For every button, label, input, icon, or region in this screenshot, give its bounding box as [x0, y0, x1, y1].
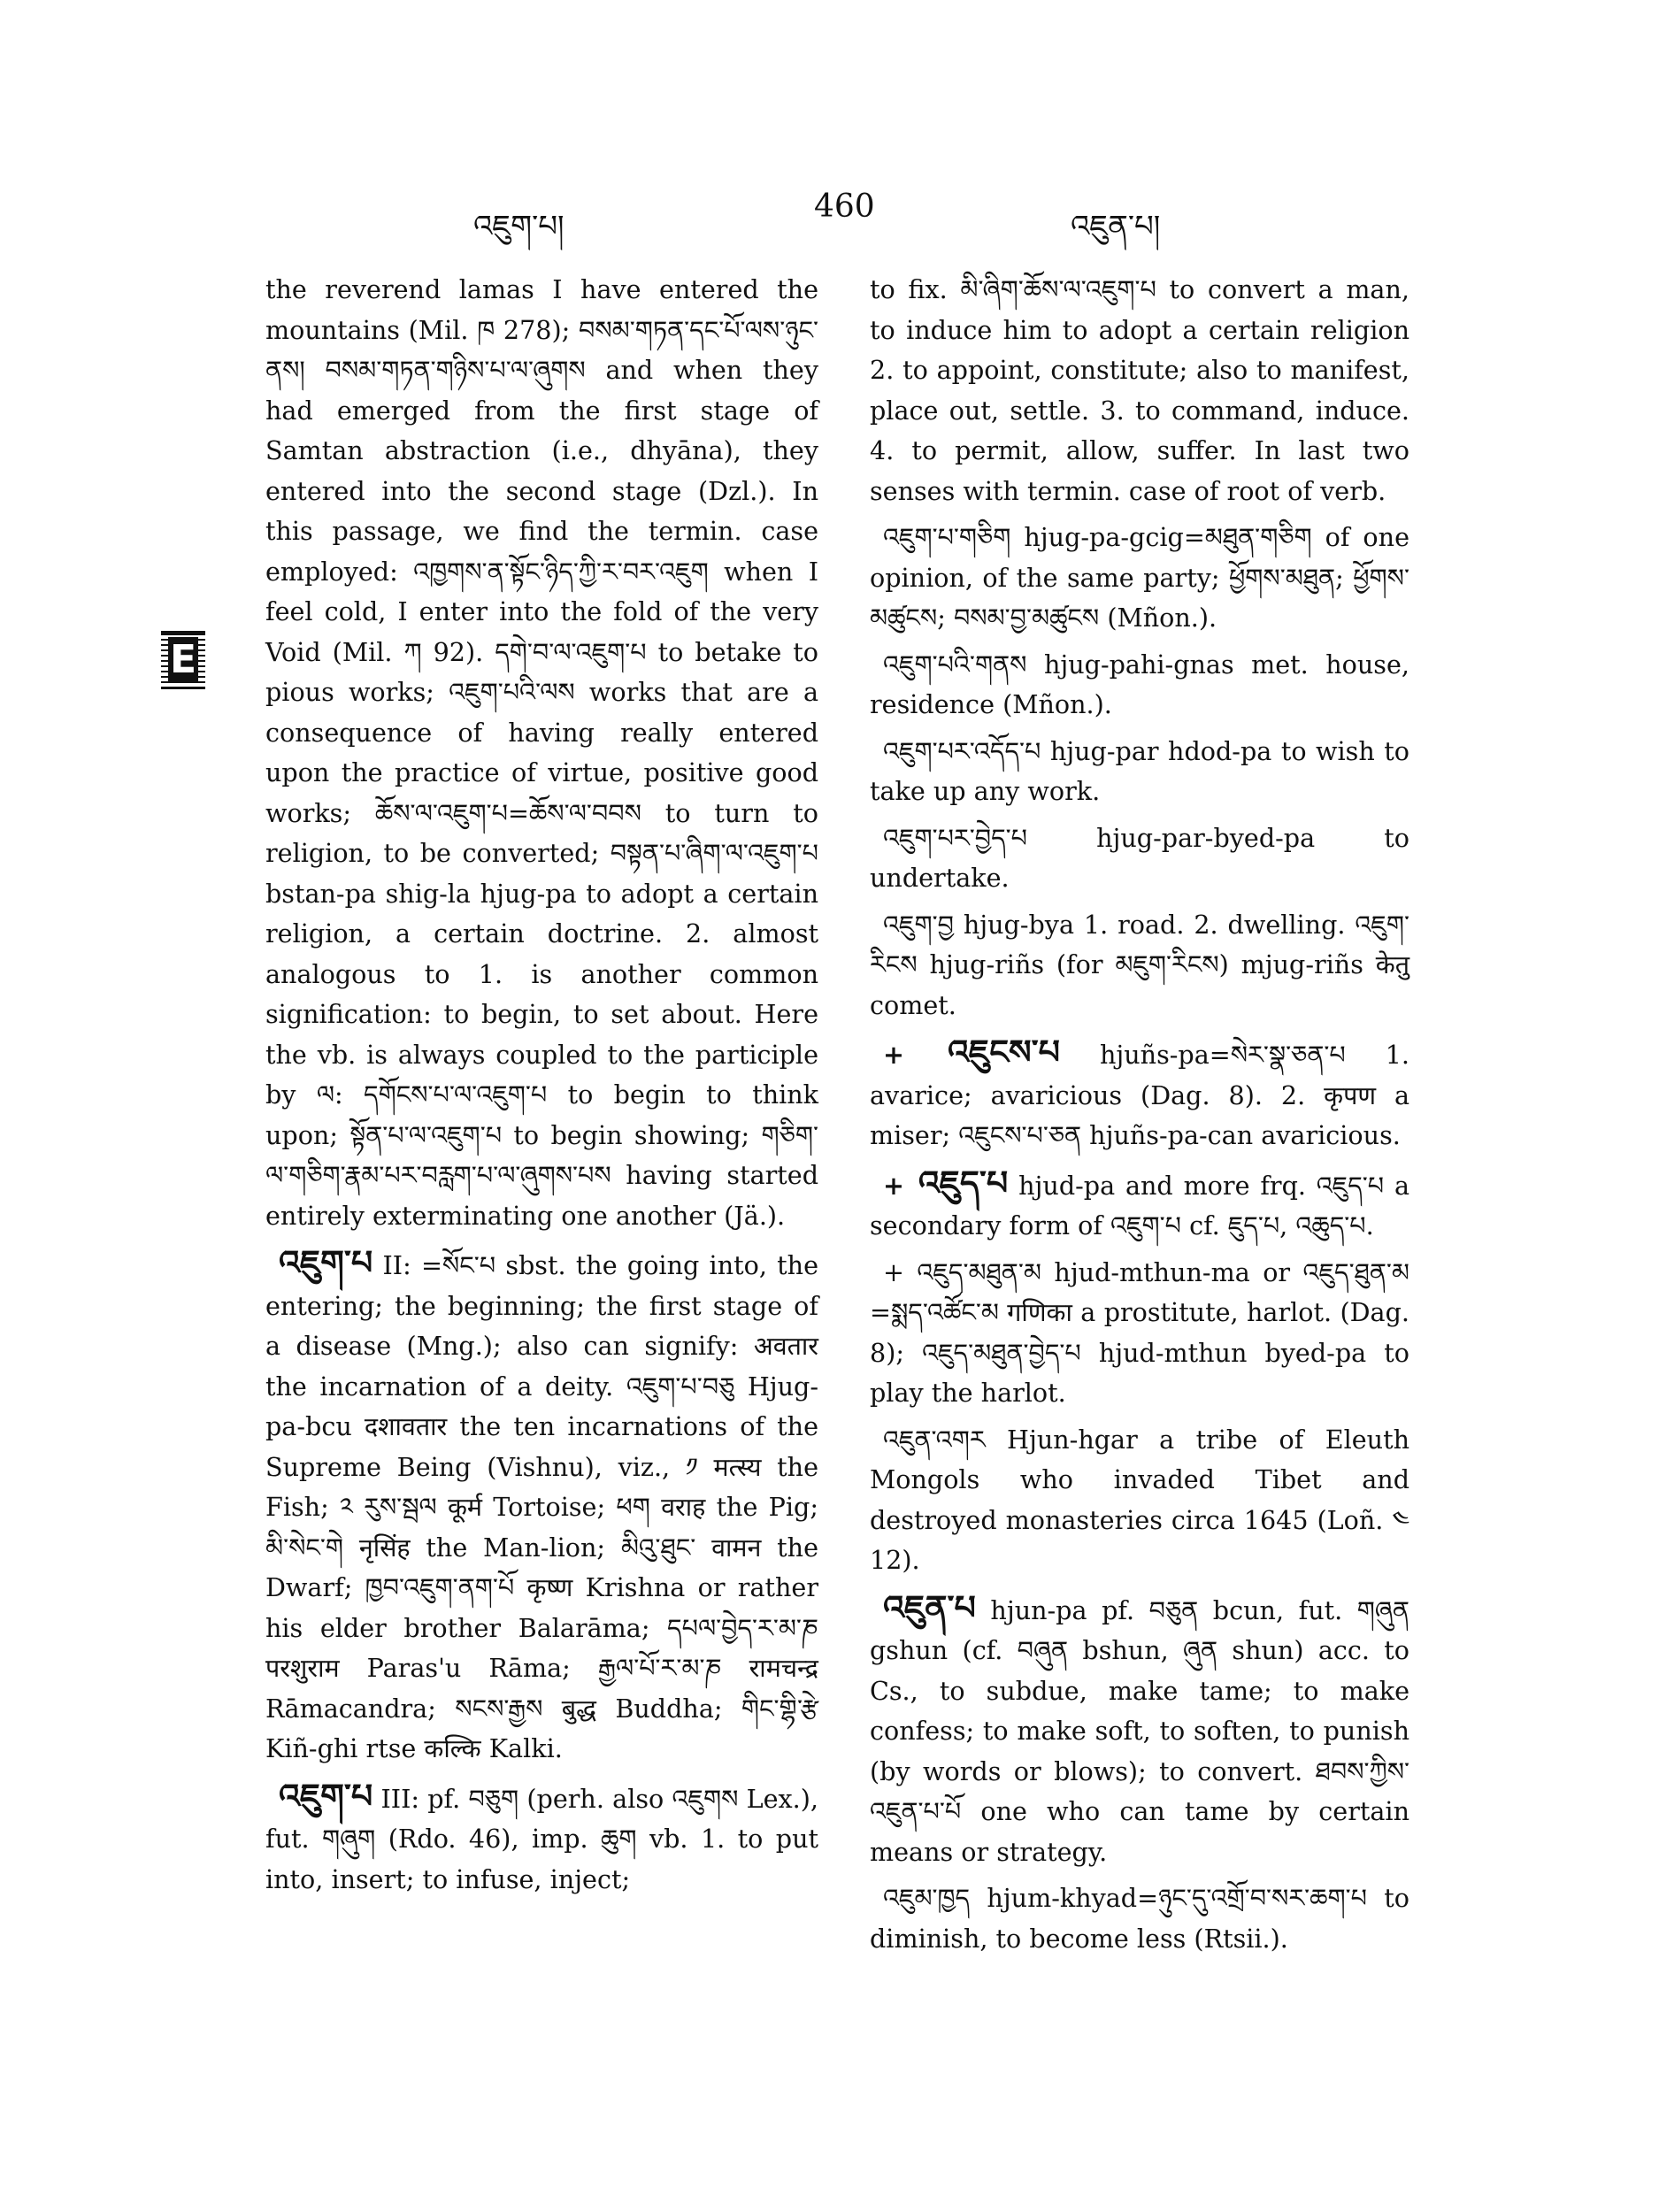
left-column [265, 270, 818, 1906]
headword: འཇུག་པ [279, 1775, 373, 1816]
headword: འཇུངས་པ [947, 1032, 1060, 1071]
page-number: 460 [814, 188, 875, 225]
right-column [870, 270, 1409, 1965]
entry-body: III: pf. བཅུག (perh. also འཇུགས Lex.), fut. གཞུག (Rdo. 46), imp. ཆུག vb. 1. to put into, insert; to infuse, inject; [265, 1783, 819, 1894]
entry-body: hjun-pa pf. བཅུན bcun, fut. གཞུན gshun (cf. བཞུན bshun, ཞུན shun) acc. to Cs., to subdue, make tame; to make confess; to make soft, to soften, to punish (by words or blows); to convert. ཐབས་ཀྱིས་འཇུན་པ་པོ one who can tame by certain means or strategy. [870, 1594, 1410, 1867]
headword: འཇུད་པ [918, 1162, 1009, 1202]
dictionary-entry [265, 1776, 818, 1901]
margin-stamp-mark: E [161, 631, 205, 689]
header-right-word: འཇུན་པ། [1071, 209, 1161, 244]
sub-entry: འཇུག་པ་གཅིག hjug-pa-gcig=མཐུན་གཅིག of one opinion, of the same party; ཕྱོགས་མཐུན; ཕྱོགས་མཚུངས; བསམ་བྱ་མཚུངས (Mñon.). [870, 522, 1409, 633]
dictionary-entry [870, 1587, 1409, 1873]
paragraph: to fix. མི་ཞིག་ཆོས་ལ་འཇུག་པ to convert a man, to induce him to adopt a certain religion 2. to appoint, constitute; also to manifest, place out, settle. 3. to command, induce. 4. to permit, allow, suffer. In last two senses with termin. case of root of verb. [870, 274, 1409, 506]
sub-entry: འཇུག་པར་བྱེད་པ hjug-par-byed-pa to undertake. [870, 822, 1409, 893]
entry-body: II: =སོང་པ sbst. the going into, the entering; the beginning; the first stage of a disease (Mng.); also can signify: अवतार the incarnation of a deity. འཇུག་པ་བཅུ Hjug-pa-bcu दशावतार the ten incarnations of the Supreme Being (Vishnu), viz., ༡ मत्स्य the Fish; ༢ རུས་སྦལ कूर्म Tortoise; ཕག वराह the Pig; མི་སེང་གེ नृसिंह the Man-lion; མིའུ་ཐུང་ वामन the Dwarf; ཁྱབ་འཇུག་ནག་པོ कृष्ण Krishna or rather his elder brother Balarāma; དཔལ་བྱེད་ར་མ་ཎ परशुराम Paras'u Rāma; རྒྱལ་པོ་ར་མ་ཎ रामचन्द्र Rāmacandra; སངས་རྒྱས बुद्ध Buddha; གིང་གྷི་རྩེ Kiñ-ghi rtse कल्कि Kalki. [265, 1250, 818, 1763]
cross-mark: + [883, 1170, 904, 1201]
headword: འཇུན་པ [883, 1586, 976, 1627]
entry-body: hjuñs-pa=སེར་སྣ་ཅན་པ 1. avarice; avaricious (Dag. 8). 2. कृपण a miser; འཇུངས་པ་ཅན hjuñs-pa-can avaricious. [870, 1040, 1410, 1150]
header-left-word: འཇུག་པ། [473, 209, 565, 244]
sub-entry: + འཇུད་མཐུན་མ hjud-mthun-ma or འཇུད་ཐུན་མ =སྨད་འཚོང་མ गणिका a prostitute, harlot. (Dag. 8); འཇུད་མཐུན་བྱེད་པ hjud-mthun byed-pa to play the harlot. [870, 1256, 1409, 1408]
sub-entry: འཇུག་པར་འདོད་པ hjug-par hdod-pa to wish to take up any work. [870, 735, 1409, 806]
dictionary-entry [870, 1032, 1409, 1156]
cross-mark: + [883, 1040, 904, 1070]
sub-entry: འཇུམ་ཁྱད hjum-khyad=ཉུང་དུ་འགྲོ་བ་སར་ཆག་པ to diminish, to become less (Rtsii.). [870, 1883, 1409, 1954]
sub-entry: འཇུན་འགར Hjun-hgar a tribe of Eleuth Mongols who invaded Tibet and destroyed monasteries circa 1645 (Loñ. ༤ 12). [870, 1424, 1409, 1575]
headword: འཇུག་པ [279, 1242, 373, 1282]
dictionary-entry [870, 1163, 1409, 1247]
running-head [265, 181, 1407, 244]
sub-entry: འཇུག་པའི་གནས hjug-pahi-gnas met. house, residence (Mñon.). [870, 649, 1409, 719]
dictionary-entry [265, 1242, 818, 1770]
paragraph: the reverend lamas I have entered the mountains (Mil. ཁ 278); བསམ་གཏན་དང་པོ་ལས་ཉུང་ནས། བསམ་གཏན་གཉིས་པ་ལ་ཞུགས and when they had emerged from the first stage of Samtan abstraction (i.e., dhyāna), they entered into the second stage (Dzl.). In this passage, we find the termin. case employed: འཁྱགས་ན་སྟོང་ཉིད་ཀྱི་ར་བར་འཇུག when I feel cold, I enter into the fold of the very Void (Mil. ཀ 92). དགེ་བ་ལ་འཇུག་པ to betake to pious works; འཇུག་པའི་ལས works that are a consequence of having really entered upon the practice of virtue, positive good works; ཆོས་ལ་འཇུག་པ=ཆོས་ལ་བབས to turn to religion, to be converted; བསྟན་པ་ཞིག་ལ་འཇུག་པ bstan-pa shig-la hjug-pa to adopt a certain religion, a certain doctrine. 2. almost analogous to 1. is another common signification: to begin, to set about. Here the vb. is always coupled to the participle by ལ: དགོངས་པ་ལ་འཇུག་པ to begin to think upon; སྟོན་པ་ལ་འཇུག་པ to begin showing; གཅིག་ལ་གཅིག་རྣམ་པར་བརླག་པ་ལ་ཞུགས་པས having started entirely exterminating one another (Jä.). [265, 274, 818, 1231]
sub-entry: འཇུག་བྱ hjug-bya 1. road. 2. dwelling. འཇུག་རིངས hjug-riñs (for མཇུག་རིངས) mjug-riñs केतु comet. [870, 909, 1409, 1020]
entry-body: hjud-pa and more frq. འཇུད་པ a secondary form of འཇུག་པ cf. ཇུད་པ, འཆུད་པ. [870, 1170, 1410, 1240]
